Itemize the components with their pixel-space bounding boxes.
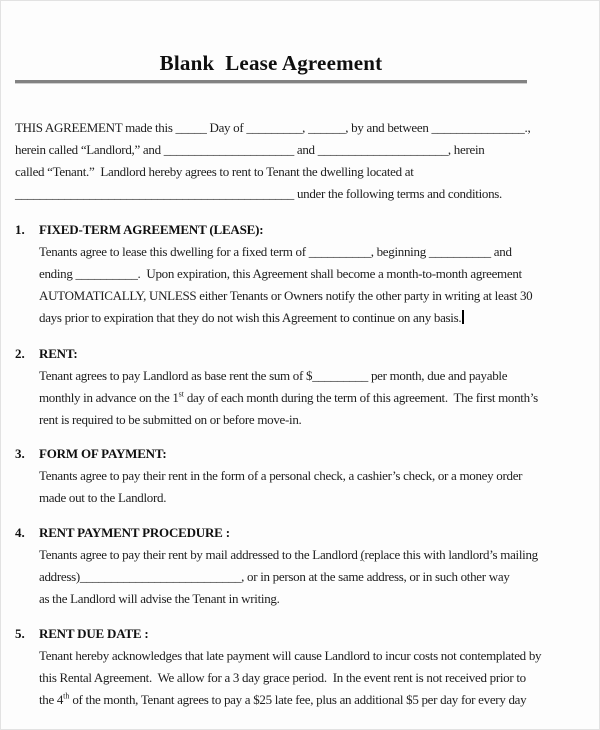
paragraph-line: called “Tenant.” Landlord hereby agrees to rent to Tenant the dwelling located at [15, 164, 414, 179]
line-text: the 4 [39, 692, 64, 707]
paragraph-line [39, 307, 527, 329]
section-heading: FORM OF PAYMENT: [39, 446, 167, 461]
paragraph-line: Tenant agrees to pay Landlord as base rent the sum of $_________ per month, due and payable [39, 368, 508, 383]
intro-paragraph [15, 117, 531, 205]
underlined-text: ( [360, 547, 365, 562]
superscript-ordinal: th [63, 691, 70, 701]
paragraph-line: _____________________________________________ under the following terms and conditions. [15, 186, 503, 201]
section-rent-payment-procedure [15, 522, 538, 610]
line-text: Tenants agree to pay their rent by mail addressed to the Landlord [39, 547, 361, 562]
section-body [39, 443, 527, 509]
paragraph-line: Tenant hereby acknowledges that late payment will cause Landlord to incur costs not contemplated by [39, 648, 542, 663]
section-heading: RENT PAYMENT PROCEDURE : [39, 525, 230, 540]
section-heading: FIXED-TERM AGREEMENT (LEASE): [39, 222, 264, 237]
section-heading: RENT DUE DATE : [39, 626, 149, 641]
section-fixed-term-agreement [15, 219, 533, 329]
section-number: 3. [15, 446, 25, 461]
paragraph-line [39, 689, 527, 711]
paragraph-line: AUTOMATICALLY, UNLESS either Tenants or Owners notify the other party in writing at least 30 [39, 288, 533, 303]
line-text: replace this with landlord’s mailing [364, 547, 538, 562]
paragraph-line: Tenants agree to pay their rent in the form of a personal check, a cashier’s check, or a money order [39, 468, 523, 483]
paragraph-line: made out to the Landlord. [39, 490, 167, 505]
title-rule [15, 80, 527, 84]
paragraph-line: as the Landlord will advise the Tenant in writing. [39, 591, 280, 606]
paragraph-line: THIS AGREEMENT made this _____ Day of _________, ______, by and between _______________., [15, 120, 531, 135]
section-body [39, 343, 538, 431]
section-body [39, 219, 533, 329]
paragraph-line: ending __________. Upon expiration, this Agreement shall become a month-to-month agreement [39, 266, 522, 281]
section-form-of-payment [15, 443, 527, 509]
document-title: Blank Lease Agreement [159, 51, 383, 75]
paragraph-line: this Rental Agreement. We allow for a 3 day grace period. In the event rent is not received prior to [39, 670, 526, 685]
section-number: 5. [15, 626, 25, 641]
section-rent-due-date [15, 623, 542, 711]
section-number: 4. [15, 525, 25, 540]
paragraph-line: address)__________________________, or in person at the same address, or in such other way [39, 569, 510, 584]
paragraph-line [39, 387, 538, 409]
section-number: 1. [15, 222, 25, 237]
section-body [39, 623, 542, 711]
section-body [39, 522, 538, 610]
paragraph-line: herein called “Landlord,” and _____________________ and _____________________, herein [15, 142, 485, 157]
superscript-ordinal: st [178, 389, 184, 399]
section-number: 2. [15, 346, 25, 361]
line-text: of the month, Tenant agrees to pay a $25 late fee, plus an additional $5 per day for every day [69, 692, 527, 707]
section-heading: RENT: [39, 346, 78, 361]
line-text: day of each month during the term of this agreement. The first month’s [183, 390, 538, 405]
text-cursor [462, 310, 464, 324]
line-text: monthly in advance on the 1 [39, 390, 179, 405]
document-content [15, 1, 542, 711]
paragraph-line: Tenants agree to lease this dwelling for a fixed term of __________, beginning __________ and [39, 244, 512, 259]
paragraph-line [39, 544, 538, 566]
paragraph-line: rent is required to be submitted on or before move-in. [39, 412, 302, 427]
section-rent [15, 343, 538, 431]
line-text: days prior to expiration that they do not wish this Agreement to continue on any basis. [39, 310, 462, 325]
